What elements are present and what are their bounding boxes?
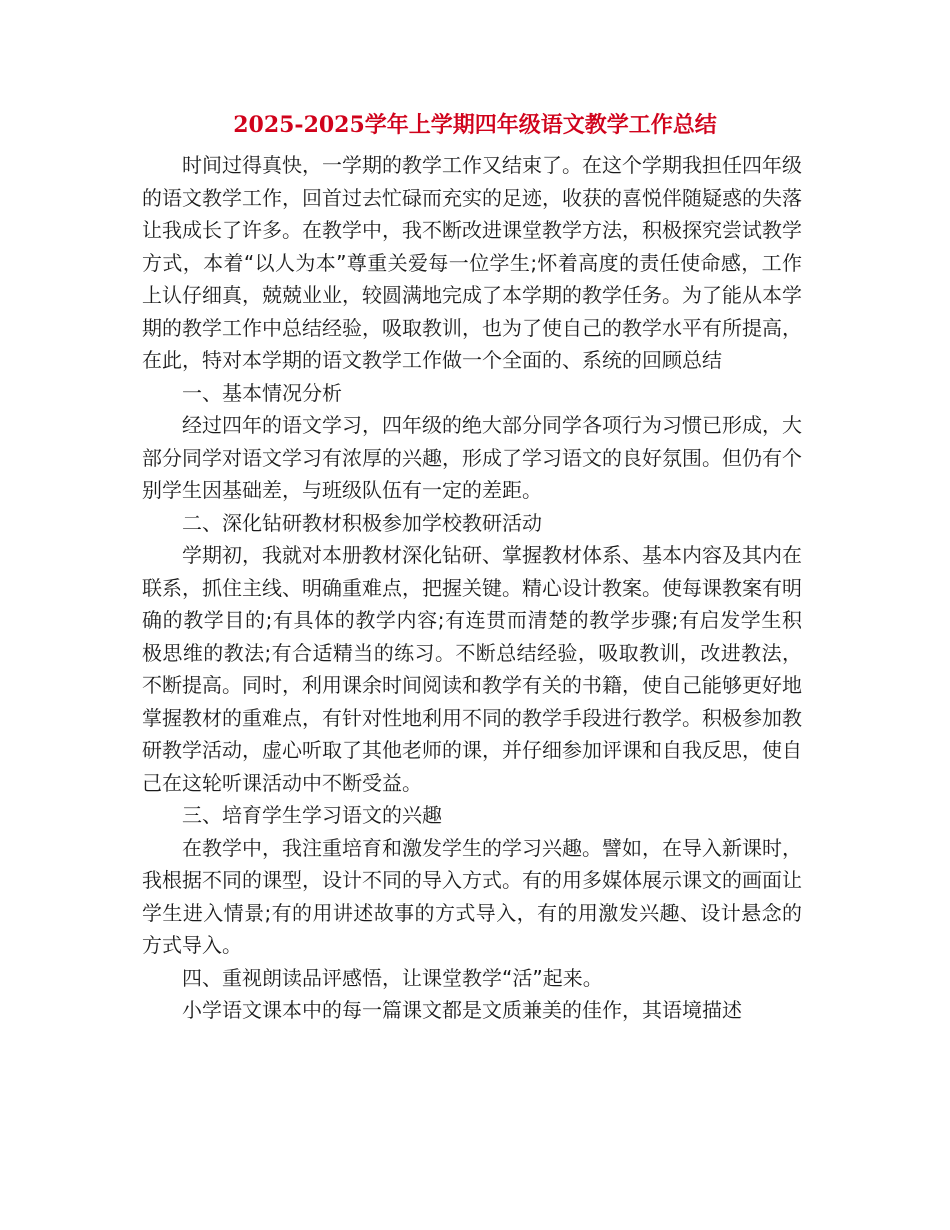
- paragraph-intro: 时间过得真快，一学期的教学工作又结束了。在这个学期我担任四年级的语文教学工作，回首过去忙碌而充实的足迹，收获的喜悦伴随疑惑的失落让我成长了许多。在教学中，我不断改进课堂教学方法，积极探究尝试教学方式，本着“以人为本”尊重关爱每一位学生;怀着高度的责任使命感，工作上认仔细真，兢兢业业，较圆满地完成了本学期的教学任务。为了能从本学期的教学工作中总结经验，吸取教训，也为了使自己的教学水平有所提高，在此，特对本学期的语文教学工作做一个全面的、系统的回顾总结: [142, 153, 802, 372]
- section-heading-1: 一、基本情况分析: [182, 380, 342, 405]
- section-heading-3: 三、培育学生学习语文的兴趣: [182, 803, 442, 827]
- paragraph-section-3: 在教学中，我注重培育和激发学生的学习兴趣。譬如，在导入新课时，我根据不同的课型，设计不同的导入方式。有的用多媒体展示课文的画面让学生进入情景;有的用讲述故事的方式导入，有的用激发兴趣、设计悬念的方式导入。: [142, 835, 802, 957]
- document-body: [142, 149, 802, 1027]
- paragraph-section-2: 学期初，我就对本册教材深化钻研、掌握教材体系、基本内容及其内在联系，抓住主线、明确重难点，把握关键。精心设计教案。使每课教案有明确的教学目的;有具体的教学内容;有连贯而清楚的教学步骤;有启发学生积极思维的教法;有合适精当的练习。不断总结经验，吸取教训，改进教法，不断提高。同时，利用课余时间阅读和教学有关的书籍，使自己能够更好地掌握教材的重难点，有针对性地利用不同的教学手段进行教学。积极参加教研教学活动，虚心听取了其他老师的课，并仔细参加评课和自我反思，使自己在这轮听课活动中不断受益。: [142, 543, 802, 795]
- paragraph-section-1: 经过四年的语文学习，四年级的绝大部分同学各项行为习惯已形成，大部分同学对语文学习有浓厚的兴趣，形成了学习语文的良好氛围。但仍有个别学生因基础差，与班级队伍有一定的差距。: [142, 413, 802, 502]
- section-heading-2: 二、深化钻研教材积极参加学校教研活动: [182, 510, 542, 535]
- document-title: 2025-2025学年上学期四年级语文教学工作总结: [233, 112, 717, 138]
- paragraph-section-4: 小学语文课本中的每一篇课文都是文质兼美的佳作，其语境描述: [182, 998, 742, 1022]
- section-heading-4: 四、重视朗读品评感悟，让课堂教学“活”起来。: [182, 965, 603, 990]
